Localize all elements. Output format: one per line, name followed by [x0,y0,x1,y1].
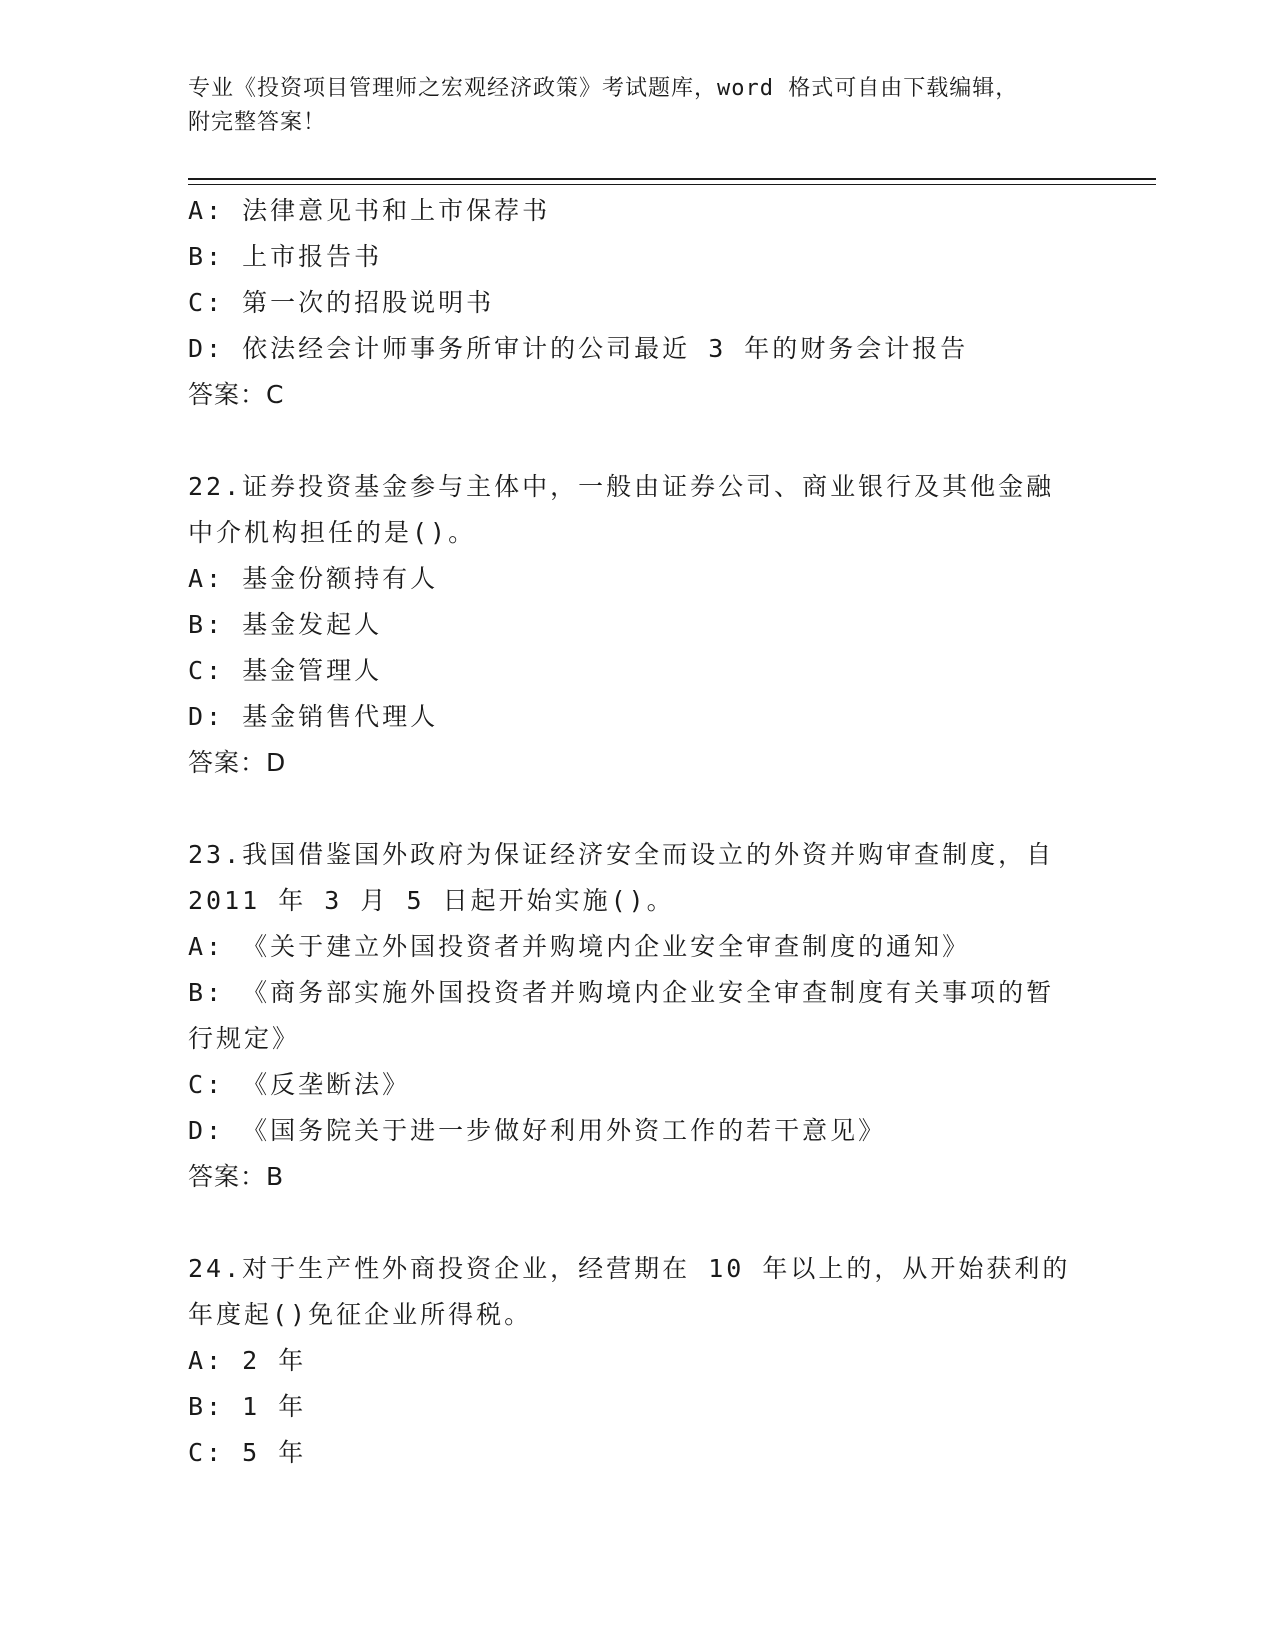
answer-line: 答案：C [188,380,285,409]
option-b: B: 上市报告书 [188,242,383,271]
answer-line: 答案：D [188,748,287,777]
option-b: B: 1 年 [188,1392,307,1421]
option-d: D: 基金销售代理人 [188,702,439,731]
option-d: D: 《国务院关于进一步做好利用外资工作的若干意见》 [188,1116,887,1145]
question-23 [188,832,1088,1200]
header-line-1: 专业《投资项目管理师之宏观经济政策》考试题库，word 格式可自由下载编辑， [188,76,1019,101]
option-c: C: 第一次的招股说明书 [188,288,495,317]
option-b-line-1: B: 《商务部实施外国投资者并购境内企业安全审查制度有关事项的暂 [188,978,1055,1007]
question-spacer [188,418,1088,464]
option-a: A: 法律意见书和上市保荐书 [188,196,551,225]
option-c: C: 《反垄断法》 [188,1070,411,1099]
option-a: A: 《关于建立外国投资者并购境内企业安全审查制度的通知》 [188,932,971,961]
question-text-line-2: 中介机构担任的是()。 [188,518,477,547]
option-a: A: 2 年 [188,1346,307,1375]
question-text-line-1: 22.证券投资基金参与主体中，一般由证券公司、商业银行及其他金融 [188,472,1055,501]
question-24 [188,1246,1088,1476]
question-spacer [188,1200,1088,1246]
question-text-line-2: 2011 年 3 月 5 日起开始实施()。 [188,886,675,915]
question-text-line-1: 24.对于生产性外商投资企业，经营期在 10 年以上的，从开始获利的 [188,1254,1071,1283]
option-d: D: 依法经会计师事务所审计的公司最近 3 年的财务会计报告 [188,334,969,363]
question-content [188,188,1088,1476]
question-22 [188,464,1088,786]
option-b-line-2: 行规定》 [188,1024,301,1053]
question-spacer [188,786,1088,832]
question-21 [188,188,1088,418]
option-c: C: 5 年 [188,1438,307,1467]
question-text-line-1: 23.我国借鉴国外政府为保证经济安全而设立的外资并购审查制度，自 [188,840,1055,869]
document-header [188,72,1088,140]
header-divider-thin [188,184,1156,185]
header-divider-thick [188,178,1156,180]
option-c: C: 基金管理人 [188,656,383,685]
question-text-line-2: 年度起()免征企业所得税。 [188,1300,533,1329]
answer-line: 答案：B [188,1162,285,1191]
header-line-2: 附完整答案！ [188,110,327,135]
option-a: A: 基金份额持有人 [188,564,439,593]
option-b: B: 基金发起人 [188,610,383,639]
